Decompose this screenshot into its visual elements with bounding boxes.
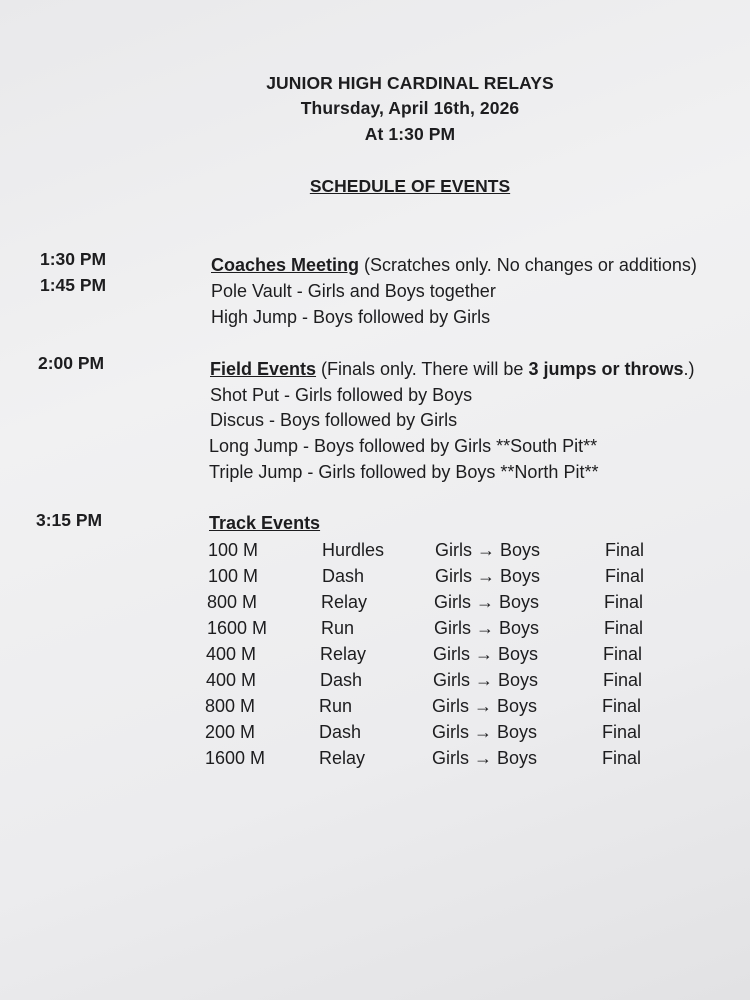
track-order: Girls → Boys <box>435 566 541 586</box>
time-1-45: 1:45 PM <box>40 275 107 295</box>
track-order: Girls → Boys <box>433 644 539 664</box>
track-event: Dash <box>320 670 363 690</box>
track-round: Final <box>603 670 643 690</box>
track-event: Dash <box>322 566 365 586</box>
coaches-meeting-note: (Scratches only. No changes or additions) <box>359 255 697 275</box>
track-distance: 1600 M <box>207 618 268 638</box>
time-1-30: 1:30 PM <box>40 249 107 269</box>
track-order: Girls → Boys <box>432 748 538 768</box>
track-order: Girls → Boys <box>432 696 538 716</box>
track-event: Run <box>319 696 353 716</box>
pole-vault-line: Pole Vault - Girls and Boys together <box>211 281 496 301</box>
track-event: Dash <box>319 722 362 742</box>
meet-start-time: At 1:30 PM <box>364 124 456 144</box>
coaches-meeting-heading: Coaches Meeting <box>211 255 360 275</box>
track-event: Relay <box>319 748 366 768</box>
track-round: Final <box>605 540 645 560</box>
meet-date: Thursday, April 16th, 2026 <box>300 98 520 118</box>
track-distance: 400 M <box>206 644 257 664</box>
field-events-line <box>210 359 694 380</box>
field-event-item: Triple Jump - Girls followed by Boys **North Pit** <box>209 462 599 482</box>
track-distance: 100 M <box>208 566 259 586</box>
track-distance: 100 M <box>208 540 259 560</box>
time-2-00: 2:00 PM <box>38 353 105 373</box>
field-event-item: Long Jump - Boys followed by Girls **South Pit** <box>209 436 598 456</box>
field-events-heading: Field Events <box>210 359 317 379</box>
track-order: Girls → Boys <box>433 670 539 690</box>
track-distance: 800 M <box>207 592 258 612</box>
track-order: Girls → Boys <box>434 618 540 638</box>
field-event-item: Discus - Boys followed by Girls <box>210 410 458 430</box>
field-event-item: Shot Put - Girls followed by Boys <box>210 385 473 405</box>
track-round: Final <box>602 696 642 716</box>
track-event: Hurdles <box>322 540 385 560</box>
track-event: Run <box>321 618 355 638</box>
high-jump-line: High Jump - Boys followed by Girls <box>211 307 491 327</box>
field-events-note-pre: (Finals only. There will be <box>316 359 529 379</box>
track-round: Final <box>604 592 644 612</box>
track-round: Final <box>603 644 643 664</box>
schedule-title: SCHEDULE OF EVENTS <box>309 176 511 196</box>
track-distance: 1600 M <box>205 748 266 768</box>
track-event: Relay <box>320 644 367 664</box>
track-order: Girls → Boys <box>432 722 538 742</box>
track-distance: 200 M <box>205 722 256 742</box>
track-order: Girls → Boys <box>435 540 541 560</box>
track-round: Final <box>602 748 642 768</box>
time-3-15: 3:15 PM <box>36 510 103 530</box>
track-round: Final <box>604 618 644 638</box>
track-events-heading: Track Events <box>209 513 321 533</box>
coaches-meeting-line <box>211 255 697 276</box>
track-distance: 800 M <box>205 696 256 716</box>
track-distance: 400 M <box>206 670 257 690</box>
meet-title: JUNIOR HIGH CARDINAL RELAYS <box>266 73 554 93</box>
track-order: Girls → Boys <box>434 592 540 612</box>
field-events-note-post: .) <box>683 359 695 379</box>
track-round: Final <box>602 722 642 742</box>
track-event: Relay <box>321 592 368 612</box>
field-events-note-bold: 3 jumps or throws <box>528 359 684 379</box>
track-round: Final <box>605 566 645 586</box>
